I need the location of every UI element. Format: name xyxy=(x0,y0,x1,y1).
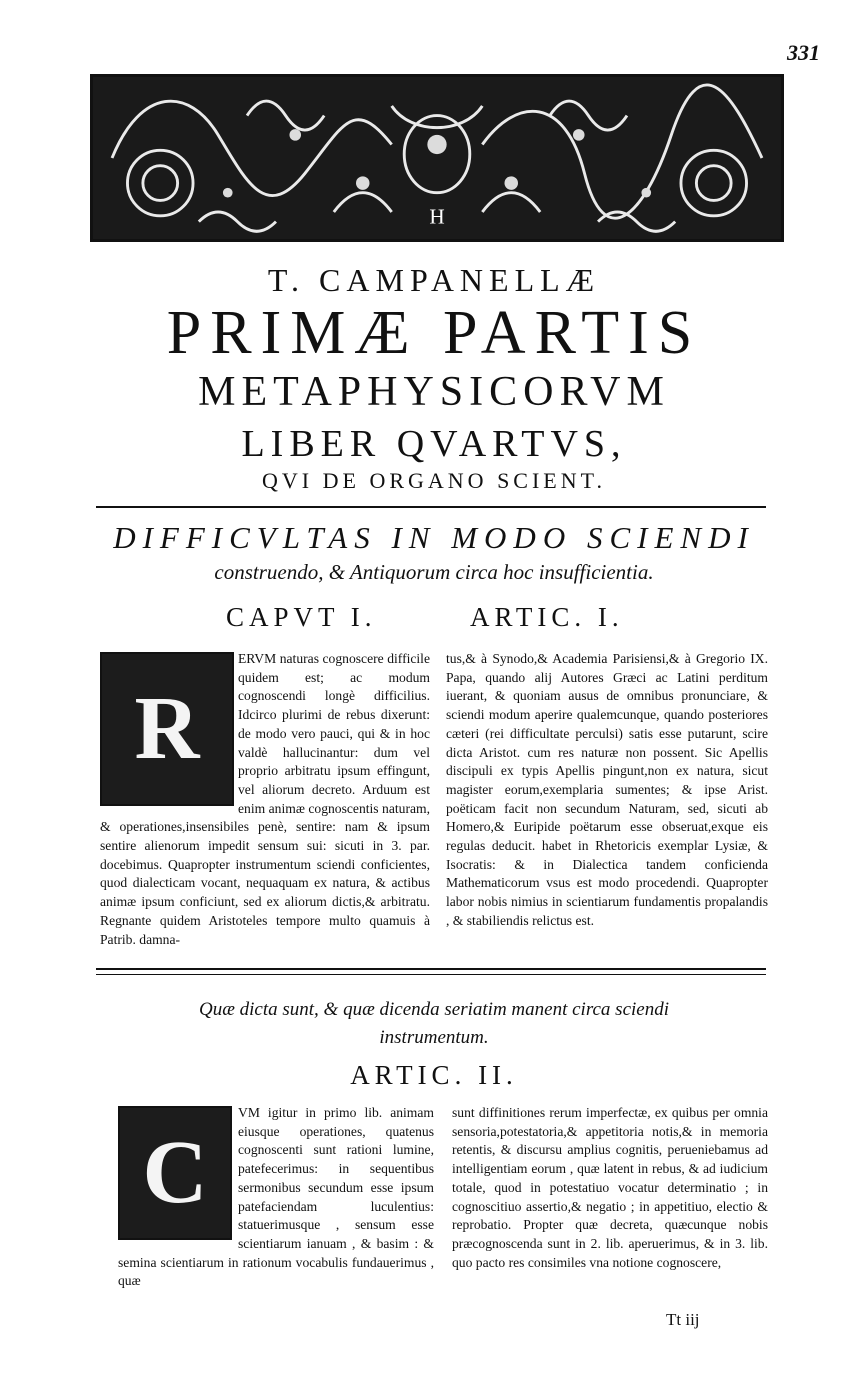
section1-right-column xyxy=(446,650,768,931)
headpiece-initial: H xyxy=(429,204,445,229)
headpiece-ornament-image xyxy=(93,77,781,239)
section2-left-text: VM igitur in primo lib. animam eiusque operationes, quatenus cognoscenti sunt rationi lumine, patefecerimus: in sequentibus sermonibus secundum esse ipsum patefaciendam luculentius: statuerimusque , sensum esse scientiarum ianuam , & basim : & semina scientiarum in rationum vocabulis fundauerimus , quæ xyxy=(118,1105,434,1289)
title-primae-partis: PRIMÆ PARTIS xyxy=(166,299,702,367)
dropcap-spacer xyxy=(100,650,238,806)
section1-left-column xyxy=(100,650,430,949)
section2-heading-line2: instrumentum. xyxy=(379,1027,489,1048)
dropcap-c-letter: C xyxy=(142,1123,208,1222)
section2-right-column xyxy=(452,1104,768,1272)
caput-heading: CAPVT I. xyxy=(226,602,377,632)
page-number: 331 xyxy=(787,40,820,65)
section-rule-bottom xyxy=(96,974,766,975)
artic-2-heading: ARTIC. II. xyxy=(350,1060,518,1090)
section2-left-column xyxy=(118,1104,434,1291)
signature-mark: Tt iij xyxy=(666,1310,700,1329)
title-metaphysicorum: METAPHYSICORVM xyxy=(198,369,670,415)
section1-right-text: tus,& à Synodo,& Academia Parisiensi,& à Gregorio IX. Papa, quando alij Autores Græci ac Latini perditum iuerant, & quoniam ausus de omnibus pronunciare, & sciendi modum aperire qualemcunque, quando posteriores cæteri (rei difficultate perculsi) satis esse putarunt, scire dicta Aristot. cum res naturæ non possent. Sic Apellis discipuli ex typis Apellis pingunt,non ex natura, sicut magister eorum,exemplaria sumentes; & ipse Arist. poëticam facit non secundum Naturam, sed, sicuti ab Homero,& Euripide poëtarum esse obseruat,exque eis regulas deducit. habet in Rhetoricis exemplar Lysiæ, & Isocratis: & in Dialectica tandem conficienda Mathematicorum vsus est modo procedendi. Quapropter labor nobis nimius in scientiarum fundamentis propalandis , & stabiliendis relictus est. xyxy=(446,651,768,928)
chapter-subtitle-line2: construendo, & Antiquorum circa hoc insufficientia. xyxy=(214,560,654,584)
chapter-subtitle-line1: DIFFICVLTAS IN MODO SCIENDI xyxy=(113,520,755,555)
section2-right-text: sunt diffinitiones rerum imperfectæ, ex quibus per omnia sensoria,potestatoria,& appetitoria notis,& in memoria retentis, & discursu amplius cognitis, perueniebamus ad intelligentiam eorum , quæ latent in rebus, & ad iudicium totale, quod in potestatiuo vocatur determinatio ; in cognoscitiuo assertio,& negatio ; in appetitiuo, electio & reprobatio. Propter quæ decreta, quæcunque nobis præcognoscenda sunt in 2. lib. aperuerimus, & in 3. lib. quo pacto res consimiles vna notione cognoscere, xyxy=(452,1105,768,1270)
title-rule xyxy=(96,506,766,508)
title-liber-quartus: LIBER QVARTVS, xyxy=(241,423,627,465)
section2-heading-line1: Quæ dicta sunt, & quæ dicenda seriatim manent circa sciendi xyxy=(198,999,670,1020)
section1-left-text: ERVM naturas cognoscere difficile quidem est; ac modum cognoscendi longè difficilius. Idcirco plurimi de rebus dixerunt: de modo vero pauci, qui & in hoc valdè hallucinantur: dum vel proprio arbitratu ipsum effingunt, vel aliorum decreto. Arduum est enim animæ cognoscentis naturam, & operationes,insensibiles penè, sentire: nam & ipsum sentire alienorum impedit sensum sui: sicuti in 3. par. docebimus. Quapropter instrumentum sciendi conficientes, quod dialecticam vocant, nequaquam ex natura, & actibus animæ ipsum conficiunt, sed ex aliorum dictis,& arbitratu. Regnante quidem Aristoteles tempore multo quamuis à Patrib. damna- xyxy=(100,651,430,947)
ornamental-headpiece xyxy=(90,74,784,242)
title-qui-de-organo: QVI DE ORGANO SCIENT. xyxy=(262,468,606,493)
artic-1-heading: ARTIC. I. xyxy=(470,602,624,632)
title-author: T. CAMPANELLÆ xyxy=(267,262,601,298)
dropcap-spacer xyxy=(118,1104,238,1240)
dropcap-r-letter: R xyxy=(134,679,200,778)
section-rule-top xyxy=(96,968,766,970)
